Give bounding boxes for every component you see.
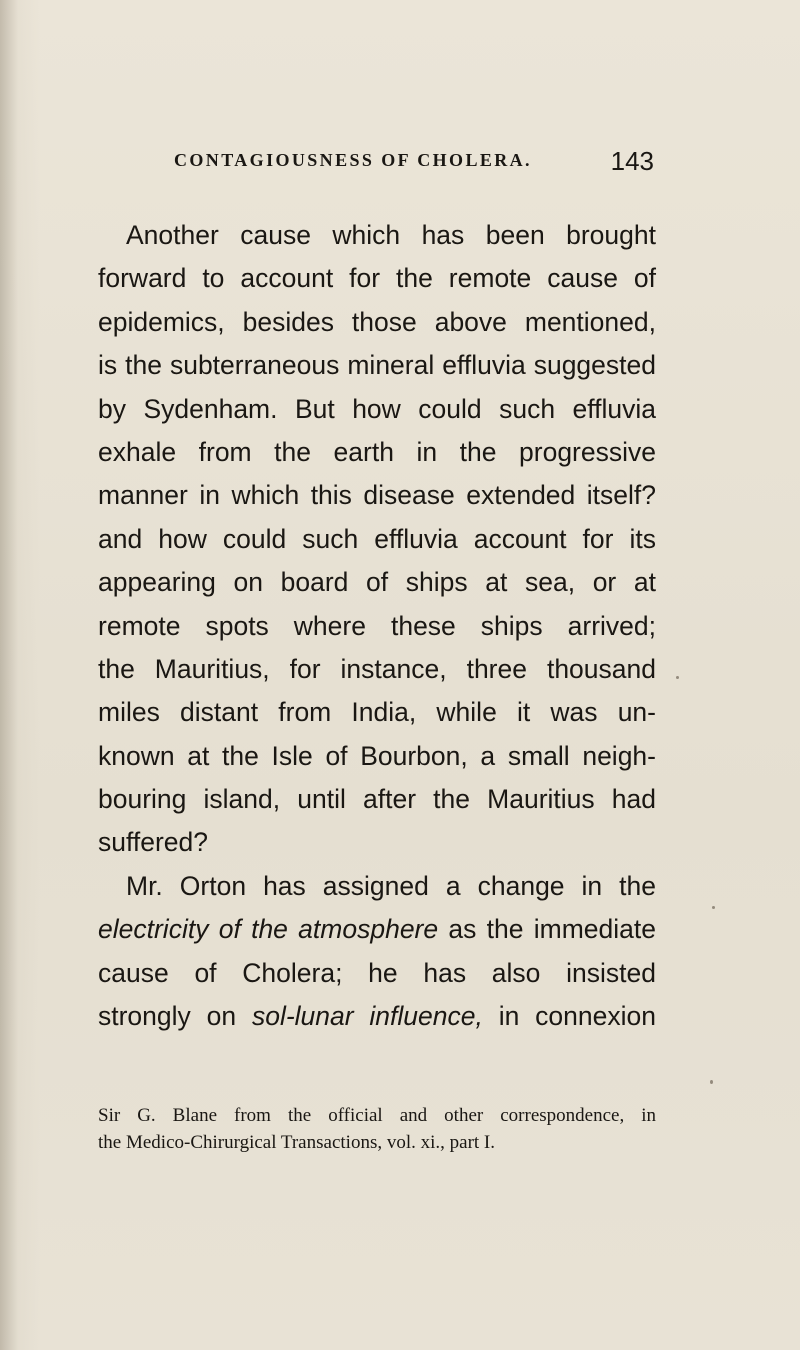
footnote-line: the Medico-Chirurgical Transactions, vol. xi., part I. [98,1131,496,1153]
paper-speck [676,676,679,679]
text-line: appearing on board of ships at sea, or at [98,567,656,598]
text-fragment: in connexion [482,1001,656,1032]
text-line: known at the Isle of Bourbon, a small neigh- [98,740,656,771]
text-line: epidemics, besides those above mentioned, [98,306,656,337]
paper-speck [710,1080,713,1084]
text-fragment: strongly on [98,1001,252,1032]
footnote [98,1103,656,1156]
italic-phrase: sol-lunar influence, [251,1001,483,1032]
page-number: 143 [610,146,654,176]
text-line: exhale from the earth in the progressive [98,436,656,467]
text-line: and how could such effluvia account for its [98,523,656,554]
footnote-line: Sir G. Blane from the official and other correspondence, in [98,1105,656,1126]
text-line: forward to account for the remote cause of [98,263,656,294]
text-line: Mr. Orton has assigned a change in the [126,870,656,901]
text-line: remote spots where these ships arrived; [98,610,656,641]
text-line: by Sydenham. But how could such effluvia [98,393,656,424]
page-header [174,146,654,180]
text-line: miles distant from India, while it was un- [98,697,656,728]
text-line: Another cause which has been brought [126,220,656,250]
italic-phrase: electricity of the atmosphere [98,914,439,945]
text-line: the Mauritius, for instance, three thousand [98,653,656,684]
text-fragment: as the immediate [438,914,656,945]
text-line: cause of Cholera; he has also insisted [98,957,656,988]
body-text [98,214,656,1038]
text-line [98,908,656,951]
text-line [98,995,656,1038]
text-line: suffered? [98,827,209,858]
paper-speck [712,906,715,909]
text-line: is the subterraneous mineral effluvia suggested [98,350,656,381]
text-line: manner in which this disease extended itself? [98,480,656,511]
running-title: CONTAGIOUSNESS OF CHOLERA. [174,150,532,170]
text-line: bouring island, until after the Mauritius had [98,784,656,815]
